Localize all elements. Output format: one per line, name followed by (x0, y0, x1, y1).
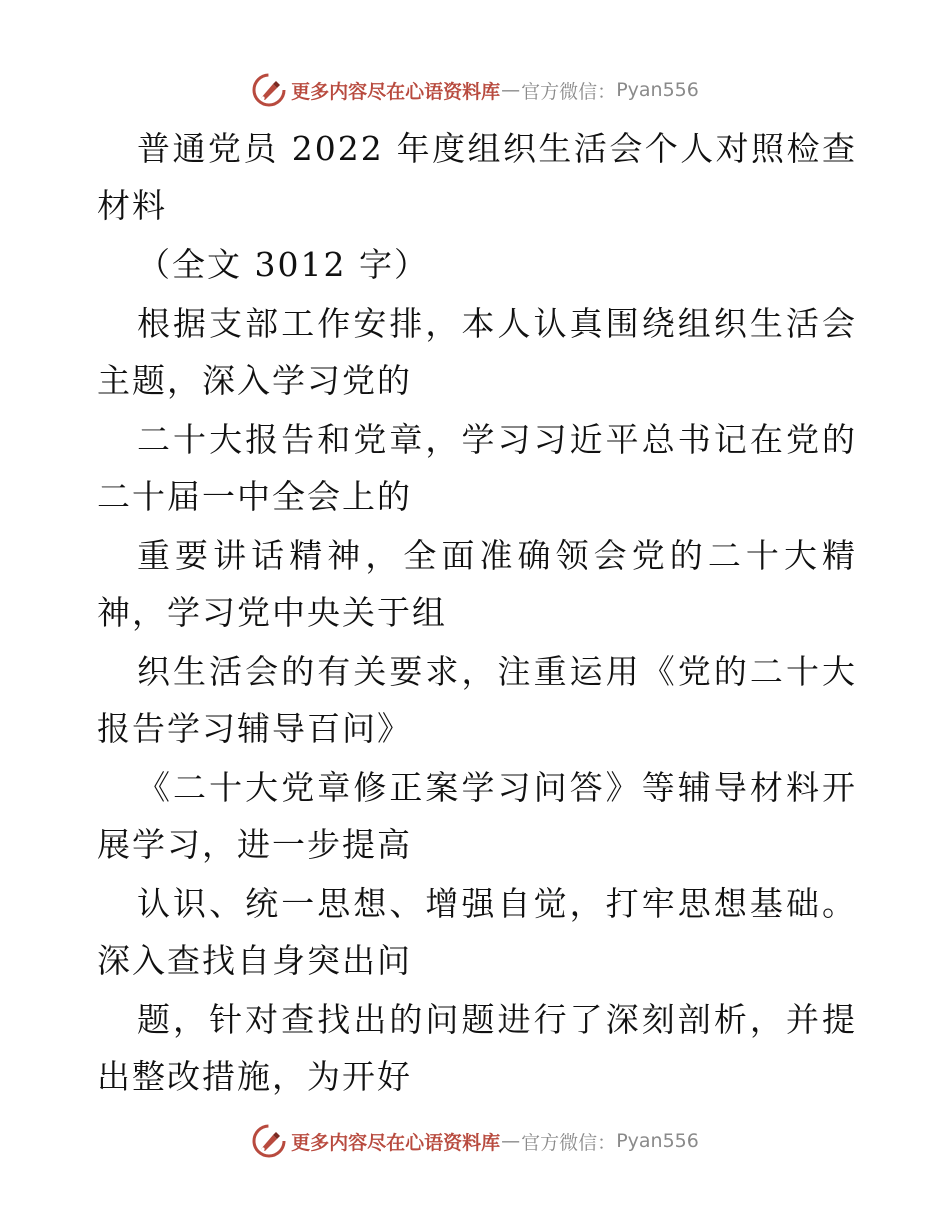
pen-nib-logo-icon (251, 1123, 287, 1159)
watermark-brand: 更多内容尽在心语资料库 (291, 80, 501, 103)
document-title: 普通党员 2022 年度组织生活会个人对照检查材料 (97, 129, 857, 225)
footer-watermark (0, 1121, 950, 1161)
paragraph-4: 织生活会的有关要求，注重运用《党的二十大报告学习辅导百问》 (97, 652, 857, 748)
paragraph-3: 重要讲话精神，全面准确领会党的二十大精神，学习党中央关于组 (97, 536, 857, 632)
header-watermark (0, 70, 950, 110)
watermark-wechat-label: 官方微信： (521, 80, 617, 103)
watermark-brand: 更多内容尽在心语资料库 (291, 1131, 501, 1154)
paragraph-1: 根据支部工作安排，本人认真围绕组织生活会主题，深入学习党的 (97, 304, 857, 400)
paragraph-2: 二十大报告和党章，学习习近平总书记在党的二十届一中全会上的 (97, 420, 857, 516)
word-count: （全文 3012 字） (137, 245, 429, 284)
watermark-wechat-id: Pyan556 (616, 79, 699, 101)
document-body (97, 120, 857, 1107)
paragraph-6: 认识、统一思想、增强自觉，打牢思想基础。深入查找自身突出问 (97, 884, 857, 980)
pen-nib-logo-icon (251, 72, 287, 108)
watermark-wechat-id: Pyan556 (616, 1130, 699, 1152)
paragraph-7: 题，针对查找出的问题进行了深刻剖析，并提出整改措施，为开好 (97, 1000, 857, 1096)
paragraph-5: 《二十大党章修正案学习问答》等辅导材料开展学习，进一步提高 (97, 768, 857, 864)
watermark-wechat-label: 官方微信： (521, 1131, 617, 1154)
watermark-dash: — (501, 79, 521, 101)
watermark-dash: — (501, 1130, 521, 1152)
